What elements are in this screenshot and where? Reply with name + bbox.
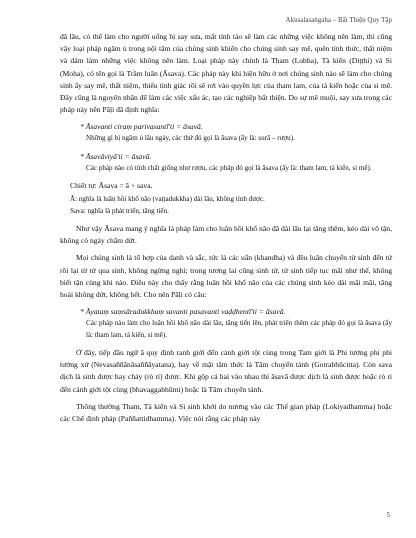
quote-2-note: Các pháp nào có tính chất giống như rượu, các pháp đó gọi là āsava (ấy là: tham lam, tà kiến, si mê). <box>86 163 372 172</box>
paragraph-1: đã lâu, có thể làm cho người uống bị say sưa, mất tinh táo sẽ làm các những việc không nên làm, thì cũng vậy loại pháp ngâm ủ trong nội tâm của chúng sinh khiến cho chúng sinh say mê, quên tỉnh thức, thất niệm và dám làm những việc không nên làm. Loại pháp này chính là Tham (Lobha), Tà kiến (Diṭṭhi) và Si (Moha), có tên gọi là Trầm luân (Āsava). Các pháp này khi hiện hữu ở nơi chúng sinh nào sẽ làm cho chúng sinh ấy say mê, thất niệm, thiếu tỉnh giác rồi sẽ rơi vào quyền lực của tham lam, của tà kiến hoặc của si mê. Đây cũng là nguyên nhân để làm các việc xấu ác, tạo các nghiệp bất thiện. Do sự mê muội, say sưa trong các pháp này nên Pāḷi đã định nghĩa: <box>60 32 392 115</box>
paragraph-3: Mọi chúng sinh là tổ hợp của danh và sắc, tức là các uẩn (khandha) và đều luân chuyển từ sinh đến tử rồi lại từ tử qua sinh, không ngừng nghỉ; trong tương lai cũng sinh tử, tử sinh tiếp tục mãi như thế, không biết tận cùng khi nào. Điều này cho thấy rằng luân hồi khổ não của các chúng sinh kéo dài mãi mãi, tăng hoài không dứt, không hết. Cho nên Pāḷi có câu: <box>60 253 392 300</box>
definition-a: Ā: nghĩa là luân hồi khổ não (vaṭṭadukkha) dài lâu, không tính được. <box>70 195 265 204</box>
quote-1-line: * Āsavanti ciraṃ parivasantī'ti = āsavā. <box>80 122 203 132</box>
quote-1-note: Những gì bị ngâm ủ lâu ngày, các thứ đó gọi là āsava (ấy là: surā – rượu). <box>86 134 295 143</box>
definition-sava: Sava: nghĩa là phát triển, tăng tiến. <box>70 206 169 215</box>
etymology-definitions <box>70 194 392 217</box>
quote-3-note: Các pháp nào làm cho luân hồi khổ não dài lâu, tăng tiến lên, phát triển thêm các pháp đó gọi là āsava (ấy là: tham lam, tà kiến, si mê). <box>86 319 392 339</box>
paragraph-4: Ở đây, tiếp đầu ngữ ā quy định ranh giới đến cảnh giới tột cùng trong Tam giới là Phi tưởng phi phi tưởng xứ (Nevasaññānāsaññāyatana), hay về mặt tâm thức là Tâm chuyển tánh (Gotrabhūcitta). Còn sava dịch là sinh được hay chảy (rò rỉ) được. Khi gộp cả hai vào nhau thì āsavā được dịch là sinh được hoặc rò rỉ đến cảnh giới tột cùng (bhavaggabhūmi) hoặc là Tâm chuyển tánh. <box>60 348 392 394</box>
etymology-line: Chiết tự: Āsava = ā + sava. <box>70 181 153 191</box>
paragraph-2: Như vậy Āsava mang ý nghĩa là pháp làm cho luân hồi khổ não đã dài lâu lại tăng thêm, kéo dài vô tận, không có ngày chấm dứt. <box>60 224 392 246</box>
pali-quote-3 <box>60 306 392 341</box>
page-number: 5 <box>386 511 390 519</box>
pali-quote-2 <box>60 151 392 174</box>
paragraph-5: Thông thường Tham, Tà kiến và Si sinh khởi do nương vào các Thế gian pháp (Lokiyadhamma) hoặc các Chế định pháp (Paññattidhamma). Việc nói rằng các pháp này <box>60 401 392 424</box>
quote-2-line: * Āsavāviyā'ti = āsavā. <box>80 151 152 161</box>
pali-quote-1 <box>60 121 392 144</box>
quote-3-line: * Āyataṃ saṃsāradukkhaṃ savanti pasavanti vaḍḍhentī'ti = āsavā. <box>80 307 286 317</box>
running-header: Akusalasaṅgaha – Bất Thiện Quy Tập <box>285 16 392 24</box>
